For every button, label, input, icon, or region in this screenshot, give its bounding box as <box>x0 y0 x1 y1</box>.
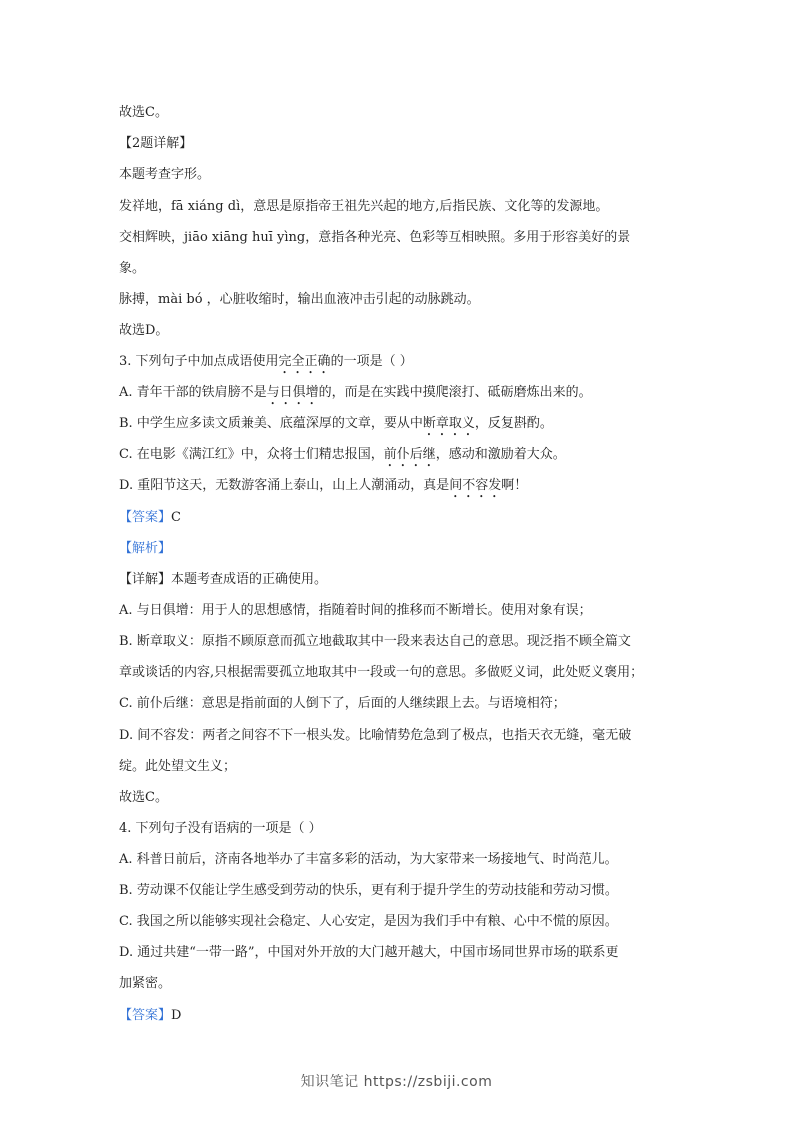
q4-option-b: B. 劳动课不仅能让学生感受到劳动的快乐，更有利于提升学生的劳动技能和劳动习惯。 <box>119 883 618 898</box>
q3-option-d-after: 啊！ <box>501 478 528 493</box>
q3-explanation-c: C. 前仆后继：意思是指前面的人倒下了，后面的人继续跟上去。与语境相符； <box>119 696 566 711</box>
q3-answer-value: C <box>171 510 181 525</box>
q3-stem-dotted: 完全正确 <box>278 354 331 369</box>
watermark-footer: 知识笔记 https://zsbiji.com <box>300 1074 493 1090</box>
q3-explanation-a: A. 与日俱增：用于人的思想感情，指随着时间的推移而不断增长。使用对象有误； <box>119 603 592 618</box>
q2-detail-header: 【2题详解】 <box>119 136 193 151</box>
q3-stem-after: 的一项是（ ） <box>330 354 413 369</box>
q3-option-a-after: 的，而是在实践中摸爬滚打、砥砺磨炼出来的。 <box>318 385 592 400</box>
q3-answer <box>119 510 181 526</box>
q3-option-c-after: ，感动和激励着大众。 <box>435 447 566 462</box>
q4-option-a: A. 科普日前后，济南各地举办了丰富多彩的活动，为大家带来一场接地气、时尚范儿。 <box>119 852 618 867</box>
q3-explanation-b: B. 断章取义：原指不顾原意而孤立地截取其中一段来表达自己的意思。现泛指不顾全篇文 <box>119 634 631 649</box>
q4-answer-value: D <box>171 1008 182 1023</box>
q4-option-d-cont: 加紧密。 <box>119 976 172 991</box>
q3-option-a-idiom: 与日俱增 <box>266 385 319 400</box>
q2-item-3: 脉搏，mài bó ，心脏收缩时，输出血液冲击引起的动脉跳动。 <box>119 292 480 307</box>
q3-option-b-before: B. 中学生应多读文质兼美、底蕴深厚的文章，要从中 <box>119 416 423 431</box>
q1-conclusion: 故选C。 <box>119 105 168 120</box>
q3-option-c-before: C. 在电影《满江红》中，众将士们精忠报国， <box>119 447 384 462</box>
q3-option-b <box>119 416 553 439</box>
q3-option-c-idiom: 前仆后继 <box>383 447 436 462</box>
q2-intro: 本题考查字形。 <box>119 167 211 182</box>
q4-option-c: C. 我国之所以能够实现社会稳定、人心安定，是因为我们手中有粮、心中不慌的原因。 <box>119 914 618 929</box>
q3-option-b-after: ，反复斟酌。 <box>474 416 553 431</box>
q2-item-1: 发祥地，fā xiáng dì，意思是原指帝王祖先兴起的地方,后指民族、文化等的发源地。 <box>119 199 609 214</box>
q3-option-d-before: D. 重阳节这天，无数游客涌上泰山，山上人潮涌动，真是 <box>119 478 450 493</box>
q3-detail <box>119 572 327 588</box>
q3-option-d-idiom: 间不容发 <box>449 478 502 493</box>
q3-detail-text: 本题考查成语的正确使用。 <box>171 572 328 587</box>
q3-conclusion: 故选C。 <box>119 790 168 805</box>
q4-stem: 4. 下列句子没有语病的一项是（ ） <box>119 821 322 836</box>
q3-option-a-before: A. 青年干部的铁肩膀不是 <box>119 385 267 400</box>
q3-explanation-b-cont: 章或谈话的内容,只根据需要孤立地取其中一段或一句的意思。多做贬义词，此处贬义褒用； <box>119 665 644 680</box>
q3-explanation-d: D. 间不容发：两者之间容不下一根头发。比喻情势危急到了极点，也指天衣无缝，毫无破 <box>119 728 632 743</box>
q3-answer-label: 【答案】 <box>119 510 172 525</box>
q4-answer <box>119 1008 181 1024</box>
q3-option-d <box>119 478 527 501</box>
q3-stem <box>119 354 413 377</box>
q3-stem-before: 3. 下列句子中加点成语使用 <box>119 354 279 369</box>
q3-explanation-d-cont: 绽。此处望文生义； <box>119 759 237 774</box>
q3-detail-label: 【详解】 <box>119 572 172 587</box>
q2-item-2-cont: 象。 <box>119 261 146 276</box>
q3-option-c <box>119 447 566 470</box>
q2-item-2: 交相辉映，jiāo xiāng huī yìng，意指各种光亮、色彩等互相映照。多用于形容美好的景 <box>119 230 631 245</box>
q2-conclusion: 故选D。 <box>119 323 169 338</box>
q3-analysis-label: 【解析】 <box>119 541 172 556</box>
q3-option-b-idiom: 断章取义 <box>422 416 475 431</box>
q3-option-a <box>119 385 592 408</box>
q4-option-d: D. 通过共建“一带一路”，中国对外开放的大门越开越大，中国市场同世界市场的联系更 <box>119 945 619 960</box>
q4-answer-label: 【答案】 <box>119 1008 172 1023</box>
